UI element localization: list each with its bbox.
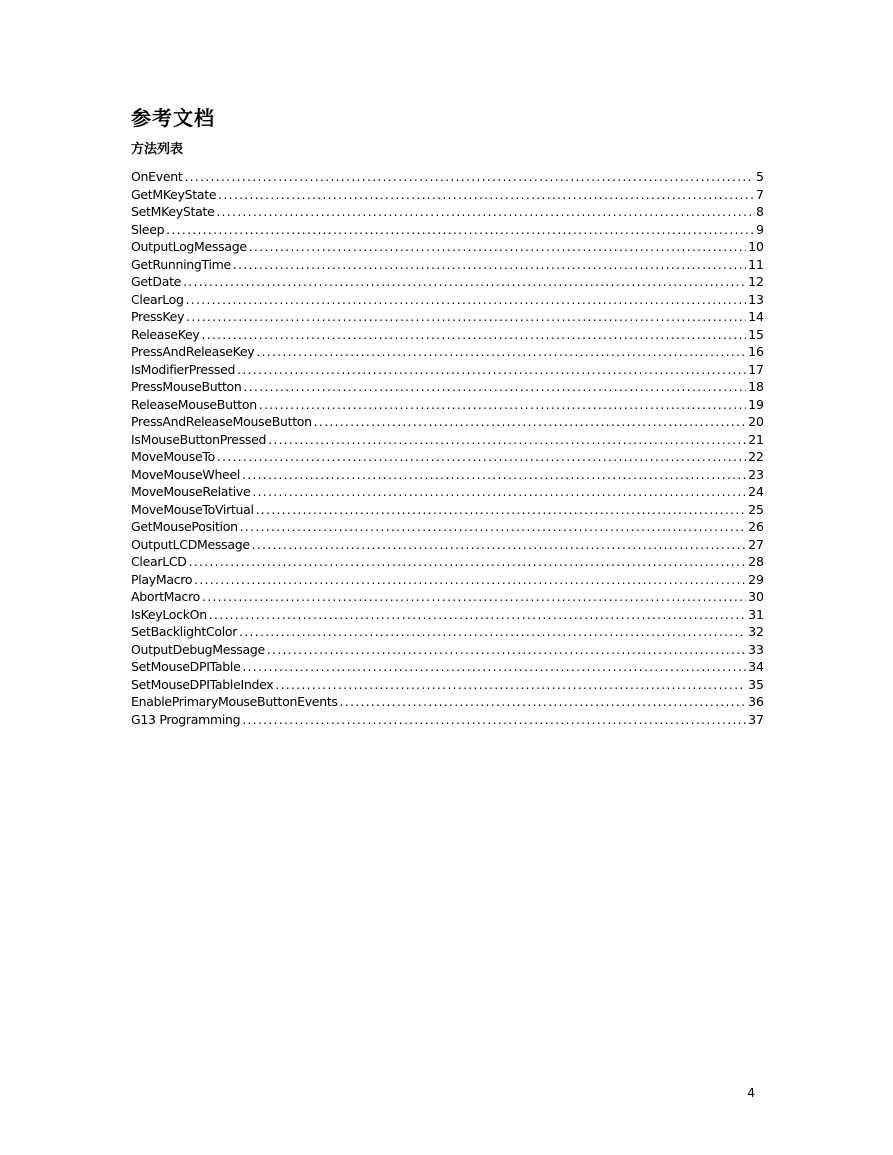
toc-entry-title[interactable]: G13 Programming	[131, 711, 241, 727]
toc-entry[interactable]	[131, 396, 764, 414]
toc-entry[interactable]	[131, 221, 764, 239]
toc-entry[interactable]	[131, 308, 764, 326]
toc-entry-title[interactable]: AbortMacro	[131, 589, 201, 604]
toc-entry[interactable]	[131, 553, 764, 571]
toc-entry-title[interactable]: OutputLCDMessage	[131, 536, 250, 552]
toc-entry-title[interactable]: ClearLog	[131, 291, 184, 307]
toc-entry[interactable]	[131, 518, 764, 536]
toc-dot-leader	[259, 397, 746, 415]
toc-entry-page-number[interactable]: 15	[748, 326, 764, 342]
toc-entry-page-number[interactable]: 26	[748, 519, 764, 534]
toc-entry[interactable]	[131, 413, 764, 431]
toc-dot-leader	[186, 292, 746, 310]
toc-entry[interactable]	[131, 658, 764, 676]
toc-entry-title[interactable]: Sleep	[131, 221, 165, 237]
toc-entry-title[interactable]: ClearLCD	[131, 554, 187, 569]
toc-entry-title[interactable]: GetRunningTime	[131, 256, 231, 272]
toc-entry[interactable]	[131, 326, 764, 344]
toc-entry[interactable]	[131, 186, 764, 204]
toc-entry[interactable]	[131, 606, 764, 624]
toc-entry-title[interactable]: SetMouseDPITableIndex	[131, 676, 274, 692]
toc-entry-page-number[interactable]: 24	[748, 484, 764, 499]
toc-entry-page-number[interactable]: 16	[748, 344, 764, 359]
page-number: 4	[747, 1086, 755, 1100]
toc-dot-leader	[239, 624, 746, 642]
toc-entry-page-number[interactable]: 29	[748, 571, 764, 587]
toc-entry-page-number[interactable]: 36	[748, 694, 764, 709]
toc-dot-leader	[267, 642, 746, 660]
toc-dot-leader	[242, 712, 746, 730]
toc-dot-leader	[242, 467, 746, 485]
toc-entry-page-number[interactable]: 22	[748, 449, 764, 464]
toc-dot-leader	[268, 432, 746, 450]
toc-entry-title[interactable]: PressAndReleaseKey	[131, 344, 255, 359]
toc-entry-title[interactable]: PressAndReleaseMouseButton	[131, 414, 312, 429]
toc-dot-leader	[252, 537, 746, 555]
toc-dot-leader	[244, 379, 747, 397]
toc-entry-title[interactable]: SetMouseDPITable	[131, 659, 241, 674]
toc-entry-page-number[interactable]: 13	[748, 291, 764, 307]
toc-entry[interactable]	[131, 361, 764, 379]
toc-entry-page-number[interactable]: 5	[756, 169, 764, 184]
toc-entry-title[interactable]: GetMousePosition	[131, 519, 238, 534]
toc-entry-page-number[interactable]: 11	[748, 256, 764, 272]
toc-dot-leader	[252, 484, 746, 502]
toc-entry-title[interactable]: IsModifierPressed	[131, 361, 236, 377]
toc-entry-page-number[interactable]: 14	[748, 309, 764, 324]
toc-entry[interactable]	[131, 343, 764, 361]
toc-entry-title[interactable]: MoveMouseRelative	[131, 484, 251, 499]
toc-dot-leader	[275, 677, 746, 695]
toc-dot-leader	[194, 572, 746, 590]
toc-entry-page-number[interactable]: 9	[756, 221, 764, 237]
toc-entry-title[interactable]: IsMouseButtonPressed	[131, 431, 267, 447]
toc-dot-leader	[166, 222, 754, 240]
toc-entry-title[interactable]: MoveMouseToVirtual	[131, 501, 254, 517]
toc-entry-page-number[interactable]: 33	[748, 641, 764, 657]
page-title: 参考文档	[131, 106, 215, 130]
toc-entry-page-number[interactable]: 37	[748, 711, 764, 727]
toc-entry-page-number[interactable]: 23	[748, 466, 764, 482]
toc-entry[interactable]	[131, 711, 764, 729]
toc-dot-leader	[216, 204, 754, 222]
toc-entry[interactable]	[131, 448, 764, 466]
toc-entry[interactable]	[131, 431, 764, 449]
toc-entry-page-number[interactable]: 19	[748, 396, 764, 412]
toc-entry-page-number[interactable]: 30	[748, 589, 764, 604]
toc-dot-leader	[202, 327, 747, 345]
toc-dot-leader	[189, 554, 746, 572]
toc-dot-leader	[218, 187, 754, 205]
toc-entry[interactable]	[131, 693, 764, 711]
toc-entry-title[interactable]: MoveMouseWheel	[131, 466, 241, 482]
toc-entry[interactable]	[131, 623, 764, 641]
toc-entry[interactable]	[131, 273, 764, 291]
toc-entry[interactable]	[131, 466, 764, 484]
toc-dot-leader	[186, 309, 746, 327]
toc-entry-page-number[interactable]: 25	[748, 501, 764, 517]
toc-entry-title[interactable]: ReleaseMouseButton	[131, 396, 257, 412]
toc-dot-leader	[209, 607, 746, 625]
toc-dot-leader	[233, 257, 746, 275]
toc-dot-leader	[256, 344, 746, 362]
toc-entry[interactable]	[131, 168, 764, 186]
toc-entry-title[interactable]: IsKeyLockOn	[131, 606, 207, 622]
toc-entry-title[interactable]: SetBacklightColor	[131, 624, 238, 639]
toc-entry-title[interactable]: EnablePrimaryMouseButtonEvents	[131, 694, 338, 709]
toc-entry[interactable]	[131, 571, 764, 589]
toc-entry[interactable]	[131, 641, 764, 659]
toc-dot-leader	[340, 694, 746, 712]
toc-entry[interactable]	[131, 588, 764, 606]
toc-entry[interactable]	[131, 501, 764, 519]
table-of-contents	[131, 168, 764, 728]
toc-dot-leader	[237, 362, 746, 380]
toc-entry-page-number[interactable]: 7	[756, 186, 764, 202]
toc-entry-page-number[interactable]: 31	[748, 606, 764, 622]
toc-entry-page-number[interactable]: 20	[748, 414, 764, 429]
toc-entry-title[interactable]: GetDate	[131, 274, 182, 289]
toc-entry-page-number[interactable]: 35	[748, 676, 764, 692]
toc-entry-title[interactable]: OutputDebugMessage	[131, 641, 265, 657]
toc-dot-leader	[240, 519, 746, 537]
toc-entry-page-number[interactable]: 32	[748, 624, 764, 639]
toc-dot-leader	[242, 659, 746, 677]
toc-entry-page-number[interactable]: 10	[748, 239, 764, 254]
toc-entry[interactable]	[131, 203, 764, 221]
toc-entry-page-number[interactable]: 27	[748, 536, 764, 552]
section-heading: 方法列表	[131, 142, 184, 157]
toc-dot-leader	[183, 274, 746, 292]
toc-dot-leader	[249, 239, 746, 257]
toc-entry-page-number[interactable]: 12	[748, 274, 764, 289]
toc-dot-leader	[217, 449, 746, 467]
toc-entry-title[interactable]: MoveMouseTo	[131, 449, 215, 464]
toc-entry-page-number[interactable]: 28	[748, 554, 764, 569]
toc-entry-page-number[interactable]: 17	[748, 361, 764, 377]
toc-entry[interactable]	[131, 238, 764, 256]
toc-entry[interactable]	[131, 676, 764, 694]
toc-entry-page-number[interactable]: 18	[748, 379, 764, 394]
toc-entry-title[interactable]: GetMKeyState	[131, 186, 217, 202]
toc-entry[interactable]	[131, 536, 764, 554]
toc-dot-leader	[256, 502, 746, 520]
toc-entry[interactable]	[131, 483, 764, 501]
toc-entry-title[interactable]: SetMKeyState	[131, 204, 215, 219]
toc-entry-page-number[interactable]: 34	[748, 659, 764, 674]
toc-entry-title[interactable]: OutputLogMessage	[131, 239, 247, 254]
toc-entry-title[interactable]: PressKey	[131, 309, 185, 324]
toc-dot-leader	[314, 414, 746, 432]
toc-dot-leader	[184, 169, 754, 187]
toc-dot-leader	[202, 589, 746, 607]
toc-entry[interactable]	[131, 378, 764, 396]
toc-entry-title[interactable]: ReleaseKey	[131, 326, 200, 342]
toc-entry[interactable]	[131, 256, 764, 274]
toc-entry-page-number[interactable]: 8	[756, 204, 764, 219]
toc-entry-title[interactable]: OnEvent	[131, 169, 183, 184]
toc-entry-title[interactable]: PlayMacro	[131, 571, 193, 587]
toc-entry-title[interactable]: PressMouseButton	[131, 379, 242, 394]
toc-entry[interactable]	[131, 291, 764, 309]
toc-entry-page-number[interactable]: 21	[748, 431, 764, 447]
